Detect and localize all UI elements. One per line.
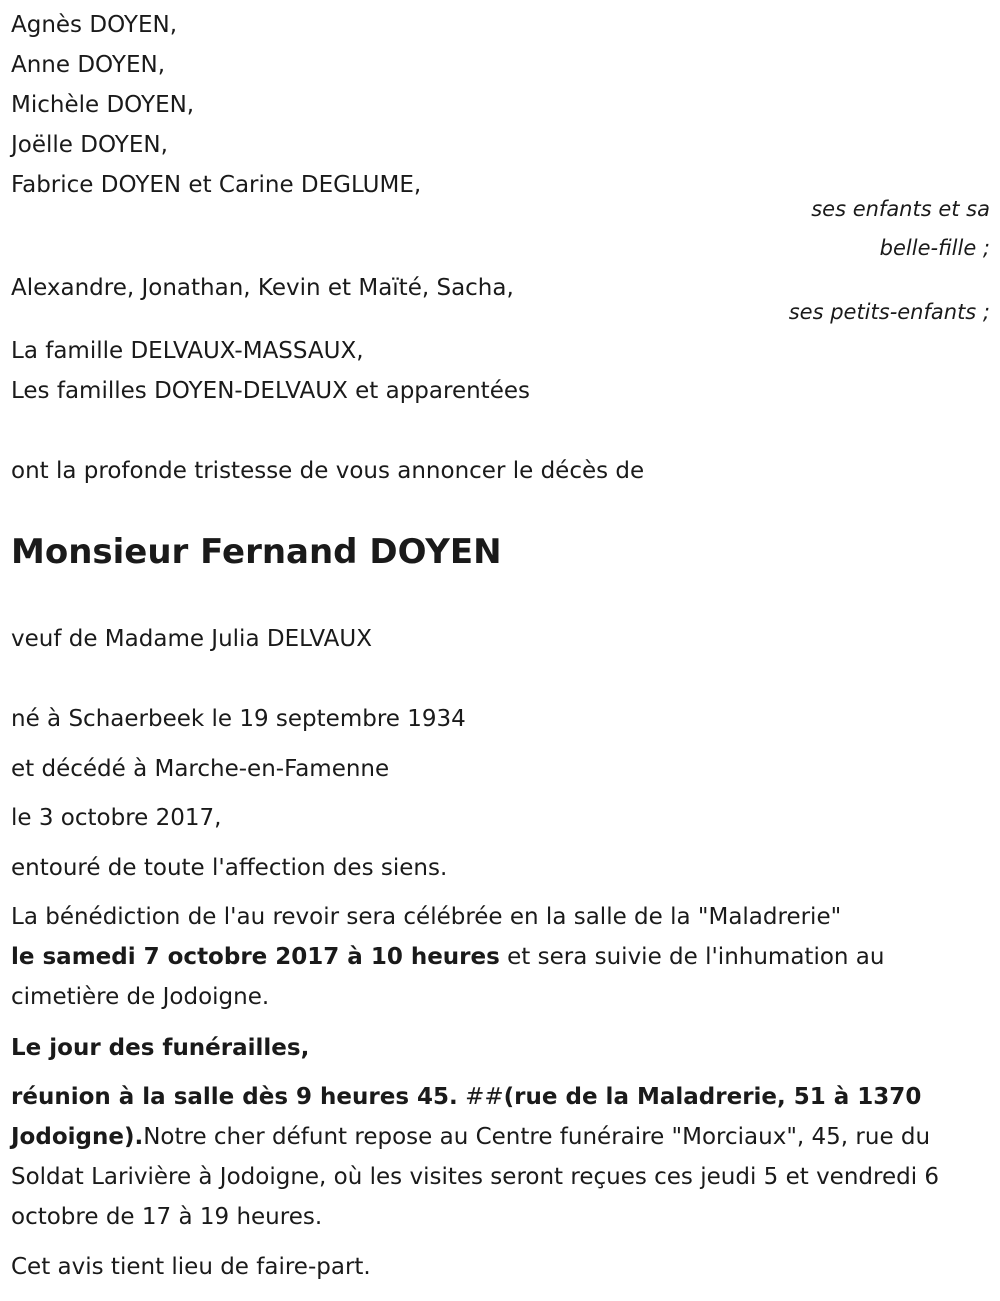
child-name: Agnès DOYEN, <box>11 12 178 38</box>
child-name: Joëlle DOYEN, <box>11 132 168 158</box>
surrounded-text: entouré de toute l'affection des siens. <box>11 855 448 881</box>
funeral-day-paragraph <box>11 1077 991 1237</box>
death-place: et décédé à Marche-en-Famenne <box>11 756 390 782</box>
child-name: Anne DOYEN, <box>11 52 166 78</box>
deceased-name: Monsieur Fernand DOYEN <box>11 532 502 572</box>
ceremony-paragraph <box>11 897 991 1017</box>
funeral-day-heading-text: Le jour des funérailles, <box>11 1035 310 1061</box>
child-name: Michèle DOYEN, <box>11 92 195 118</box>
death-date: le 3 octobre 2017, <box>11 805 222 831</box>
widower-of: veuf de Madame Julia DELVAUX <box>11 626 372 652</box>
grandchildren-names: Alexandre, Jonathan, Kevin et Maïté, Sacha, <box>11 275 514 301</box>
announcement-text: ont la profonde tristesse de vous annoncer le décès de <box>11 458 645 484</box>
meeting-address: (rue de la Maladrerie, 51 à 1370 Jodoigne). <box>11 1084 922 1150</box>
closing-note: Cet avis tient lieu de faire-part. <box>11 1254 371 1280</box>
ceremony-date: le samedi 7 octobre 2017 à 10 heures <box>11 944 500 970</box>
funeral-day-heading <box>11 1028 991 1068</box>
hash-marks: ## <box>457 1084 504 1110</box>
visitation-info: Notre cher défunt repose au Centre funéraire "Morciaux", 45, rue du Soldat Larivière à Jodoigne, où les visites seront reçues ces jeudi 5 et vendredi 6 octobre de 17 à 19 heures. <box>11 1124 940 1230</box>
child-name: Fabrice DOYEN et Carine DEGLUME, <box>11 172 422 198</box>
birth-info: né à Schaerbeek le 19 septembre 1934 <box>11 706 466 732</box>
grandchildren-role: ses petits-enfants ; <box>788 300 990 324</box>
family-line: La famille DELVAUX-MASSAUX, <box>11 338 364 364</box>
meeting-time: réunion à la salle dès 9 heures 45. <box>11 1084 458 1110</box>
children-role: ses enfants et sa <box>811 197 990 221</box>
family-line: Les familles DOYEN-DELVAUX et apparentées <box>11 378 530 404</box>
ceremony-intro: La bénédiction de l'au revoir sera célébrée en la salle de la "Maladrerie" <box>11 904 842 930</box>
ceremony-after-date: et sera suivie de l'inhumation au cimetière de Jodoigne. <box>11 944 885 1010</box>
children-role-continued: belle-fille ; <box>879 236 990 260</box>
